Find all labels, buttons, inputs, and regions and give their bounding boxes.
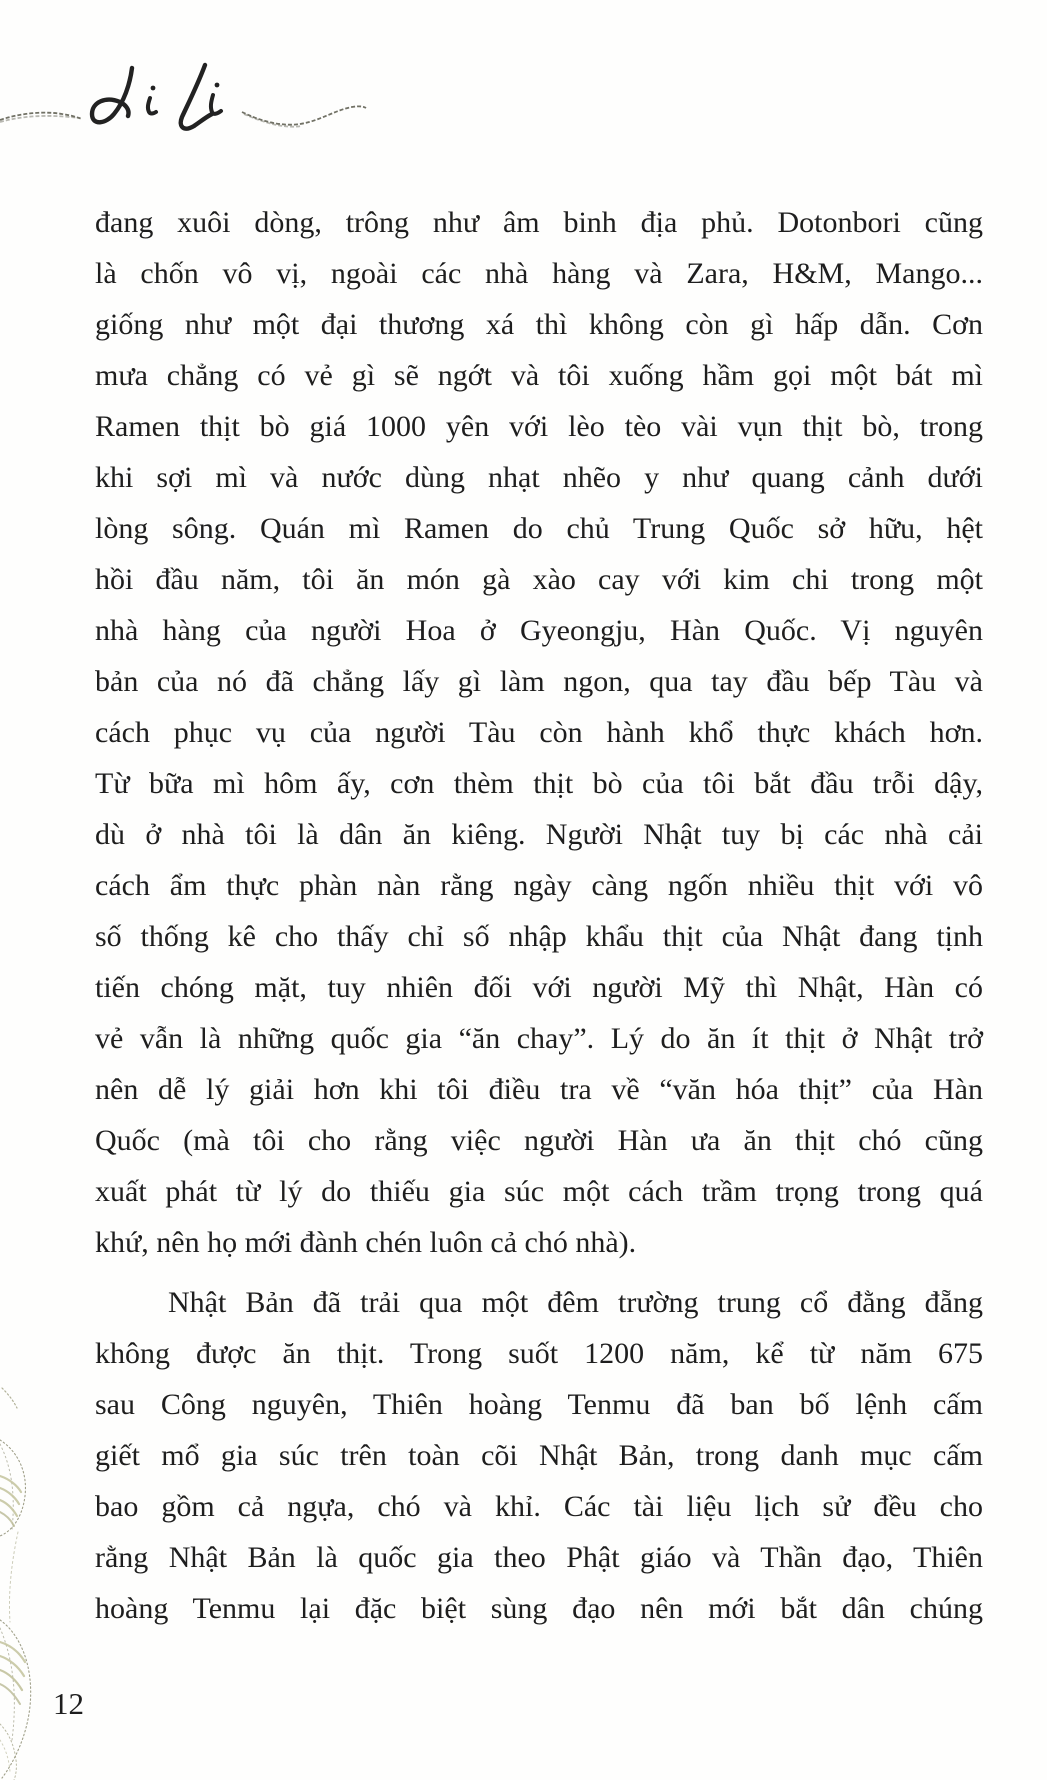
text-line: là chốn vô vị, ngoài các nhà hàng và Zara, H&M, Mango...	[95, 257, 983, 290]
text-line: hoàng Tenmu lại đặc biệt sùng đạo nên mới bắt dân chúng	[95, 1592, 983, 1625]
signature-artwork	[0, 50, 380, 145]
text-line: Quốc (mà tôi cho rằng việc người Hàn ưa ăn thịt chó cũng	[95, 1124, 983, 1157]
text-line: số thống kê cho thấy chỉ số nhập khẩu thịt của Nhật đang tịnh	[95, 920, 983, 953]
text-line: bản của nó đã chẳng lấy gì làm ngon, qua tay đầu bếp Tàu và	[95, 665, 983, 698]
text-line: không được ăn thịt. Trong suốt 1200 năm, kể từ năm 675	[95, 1337, 983, 1370]
text-line: nhà hàng của người Hoa ở Gyeongju, Hàn Quốc. Vị nguyên	[95, 614, 983, 647]
text-line: tiến chóng mặt, tuy nhiên đối với người Mỹ thì Nhật, Hàn có	[95, 971, 983, 1004]
body-text	[95, 197, 983, 1634]
text-line: hồi đầu năm, tôi ăn món gà xào cay với kim chi trong một	[95, 563, 983, 596]
signature-strokes	[92, 65, 221, 129]
text-line: sau Công nguyên, Thiên hoàng Tenmu đã ban bố lệnh cấm	[95, 1388, 983, 1421]
text-line: khứ, nên họ mới đành chén luôn cả chó nhà).	[95, 1226, 637, 1259]
paragraph	[95, 1277, 983, 1634]
text-line: đang xuôi dòng, trông như âm binh địa phủ. Dotonbori cũng	[95, 206, 983, 239]
text-line: rằng Nhật Bản là quốc gia theo Phật giáo và Thần đạo, Thiên	[95, 1541, 983, 1574]
text-line: Từ bữa mì hôm ấy, cơn thèm thịt bò của tôi bắt đầu trỗi dậy,	[95, 767, 983, 800]
text-line: mưa chẳng có vẻ gì sẽ ngớt và tôi xuống hầm gọi một bát mì	[95, 359, 983, 392]
squiggle-left-decoration	[0, 113, 82, 122]
paragraph	[95, 197, 983, 1268]
text-line: cách phục vụ của người Tàu còn hành khổ thực khách hơn.	[95, 716, 983, 749]
text-line: lòng sông. Quán mì Ramen do chủ Trung Quốc sở hữu, hệt	[95, 512, 983, 545]
text-line: giống như một đại thương xá thì không còn gì hấp dẫn. Cơn	[95, 308, 983, 341]
text-line: bao gồm cả ngựa, chó và khỉ. Các tài liệu lịch sử đều cho	[95, 1490, 983, 1523]
author-signature	[0, 50, 380, 145]
text-line: dù ở nhà tôi là dân ăn kiêng. Người Nhật tuy bị các nhà cải	[95, 818, 983, 851]
squiggle-right-decoration	[242, 106, 366, 126]
text-line: cách ẩm thực phàn nàn rằng ngày càng ngốn nhiều thịt với vô	[95, 869, 983, 902]
leaf-sketch-artwork	[0, 1380, 60, 1780]
page-number: 12	[53, 1686, 84, 1721]
text-line: nên dễ lý giải hơn khi tôi điều tra về “văn hóa thịt” của Hàn	[95, 1073, 983, 1106]
text-line: khi sợi mì và nước dùng nhạt nhẽo y như quang cảnh dưới	[95, 461, 983, 494]
text-line: xuất phát từ lý do thiếu gia súc một cách trầm trọng trong quá	[95, 1175, 983, 1208]
leaf-sketch-decoration	[0, 1380, 60, 1780]
text-line: Nhật Bản đã trải qua một đêm trường trung cổ đằng đẵng	[168, 1286, 983, 1319]
text-line: Ramen thịt bò giá 1000 yên với lèo tèo vài vụn thịt bò, trong	[95, 410, 983, 443]
text-line: giết mổ gia súc trên toàn cõi Nhật Bản, trong danh mục cấm	[95, 1439, 983, 1472]
text-line: vẻ vẫn là những quốc gia “ăn chay”. Lý do ăn ít thịt ở Nhật trở	[95, 1022, 983, 1055]
